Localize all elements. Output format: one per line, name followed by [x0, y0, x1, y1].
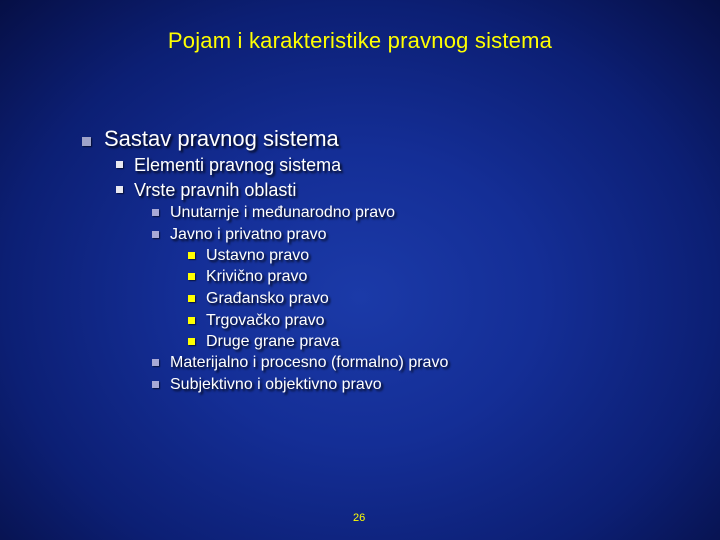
list-item-level1: Sastav pravnog sistema [104, 126, 339, 151]
bullet-square-icon [152, 231, 159, 238]
slide-title: Pojam i karakteristike pravnog sistema [167, 28, 553, 53]
list-item-level4: Krivično pravo [206, 268, 308, 285]
bullet-square-icon [116, 161, 123, 168]
list-item-level3: Subjektivno i objektivno pravo [170, 376, 382, 393]
list-item-level2: Vrste pravnih oblasti [134, 180, 297, 200]
list-item-level4: Ustavno pravo [206, 247, 310, 264]
list-item-level4: Građansko pravo [206, 290, 329, 307]
bullet-square-icon [152, 359, 159, 366]
list-item-level4: Druge grane prava [206, 333, 340, 350]
list-item-level2: Elementi pravnog sistema [134, 155, 342, 175]
bullet-square-icon [188, 252, 195, 259]
bullet-square-icon [188, 317, 195, 324]
bullet-square-icon [188, 273, 195, 280]
list-item-level3: Unutarnje i međunarodno pravo [170, 204, 396, 221]
bullet-square-icon [82, 137, 91, 146]
page-number: 26 [353, 512, 366, 524]
list-item-level3: Materijalno i procesno (formalno) pravo [170, 354, 449, 371]
bullet-square-icon [188, 295, 195, 302]
bullet-square-icon [152, 381, 159, 388]
list-item-level4: Trgovačko pravo [206, 312, 325, 329]
bullet-square-icon [116, 186, 123, 193]
list-item-level3: Javno i privatno pravo [170, 226, 327, 243]
bullet-square-icon [188, 338, 195, 345]
bullet-square-icon [152, 209, 159, 216]
